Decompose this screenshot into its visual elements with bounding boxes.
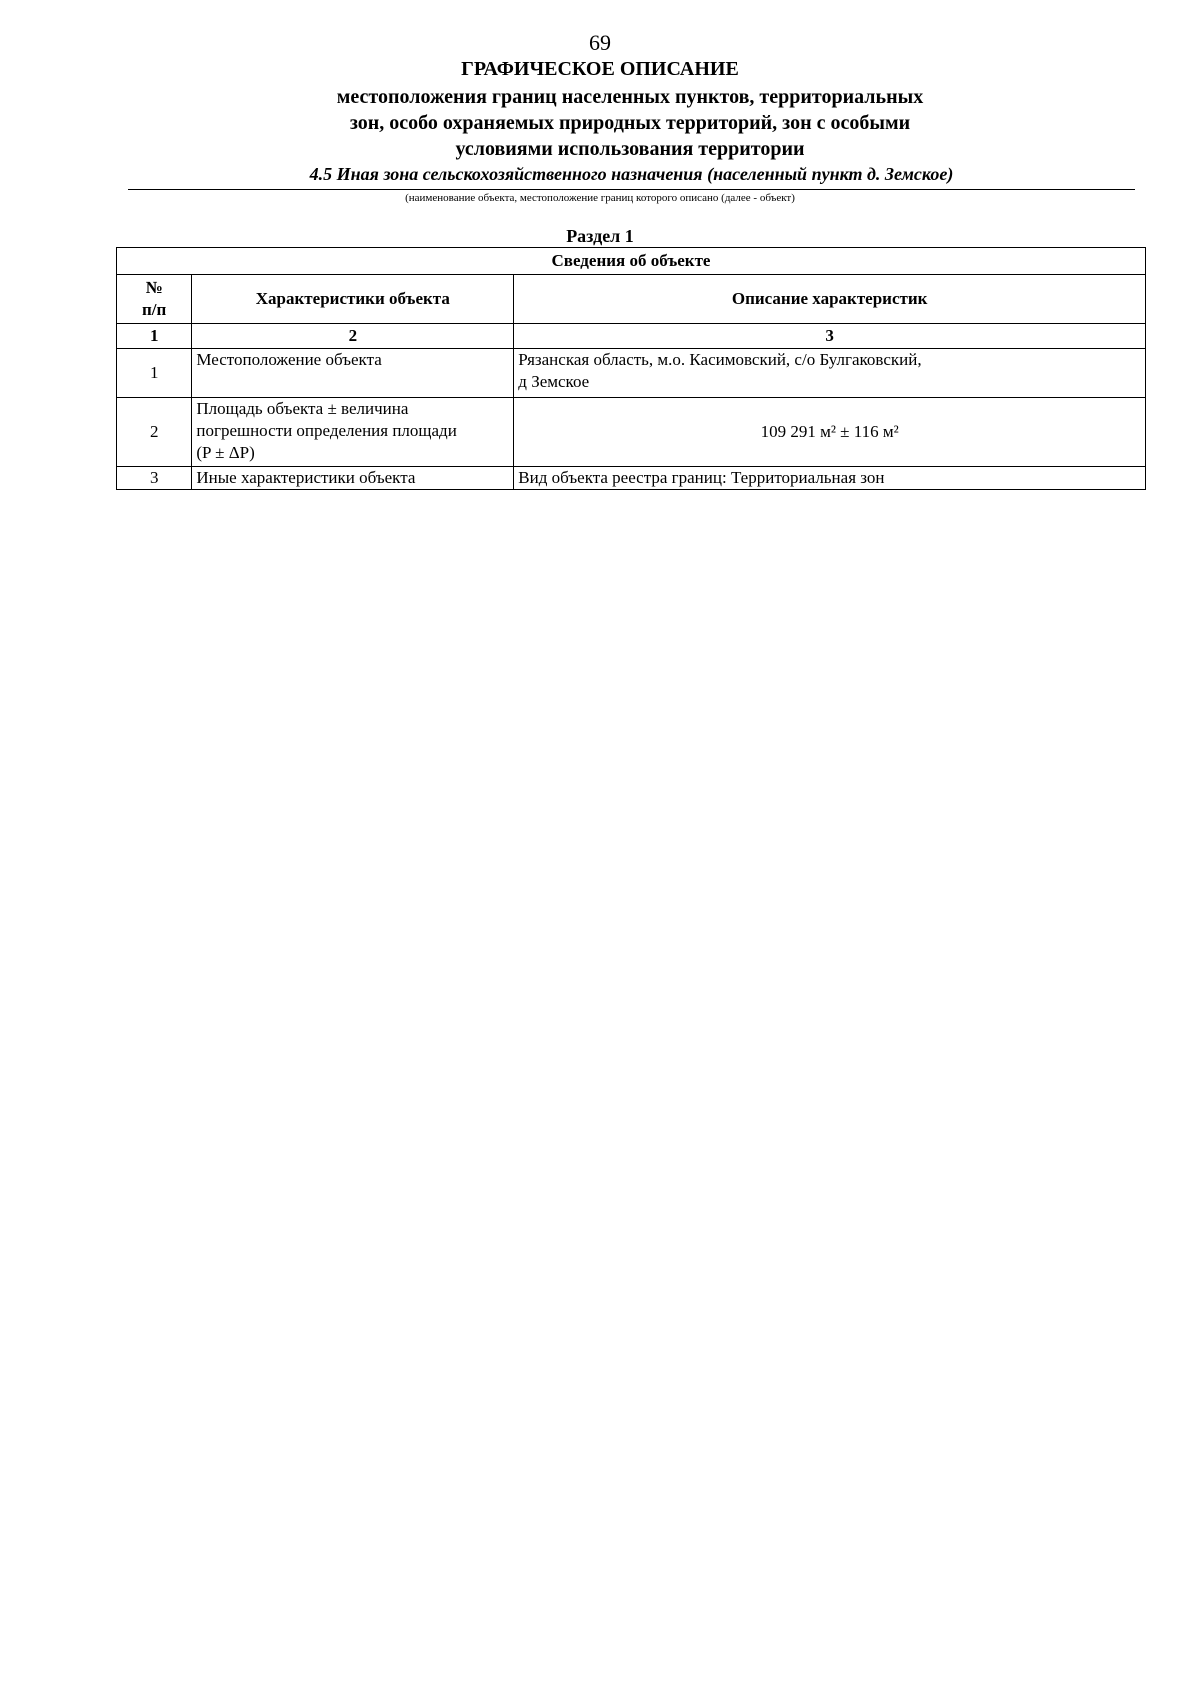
column-number: 2 (192, 324, 514, 349)
header-description: Описание характеристик (514, 275, 1146, 324)
description-line: д Земское (518, 372, 590, 391)
row-number: 2 (117, 398, 192, 467)
row-characteristic: Местоположение объекта (192, 349, 514, 398)
table-row (117, 467, 1146, 490)
object-info-table (116, 247, 1146, 490)
column-number: 1 (117, 324, 192, 349)
header-characteristic: Характеристики объекта (192, 275, 514, 324)
characteristic-line: Площадь объекта ± величина (196, 399, 409, 418)
description-line: Рязанская область, м.о. Касимовский, с/о Булгаковский, (518, 350, 922, 369)
object-name-caption: (наименование объекта, местоположение границ которого описано (далее - объект) (405, 192, 795, 204)
table-row (117, 398, 1146, 467)
subtitle-line: местоположения границ населенных пунктов, территориальных (336, 86, 924, 108)
row-description: Вид объекта реестра границ: Территориальная зон (514, 467, 1146, 490)
row-description (514, 349, 1146, 398)
row-characteristic: Иные характеристики объекта (192, 467, 514, 490)
table-header-row (117, 275, 1146, 324)
header-num-line2: п/п (142, 300, 167, 319)
object-name-underline (128, 189, 1135, 190)
table-title: Сведения об объекте (117, 248, 1146, 275)
document-subtitle (200, 84, 1060, 162)
row-number: 1 (117, 349, 192, 398)
header-num-line1: № (145, 278, 163, 297)
row-number: 3 (117, 467, 192, 490)
object-name: 4.5 Иная зона сельскохозяйственного назначения (населенный пункт д. Земское) (309, 164, 954, 184)
section-title: Раздел 1 (566, 226, 634, 246)
row-characteristic (192, 398, 514, 467)
page-number: 69 (589, 30, 611, 55)
header-num (117, 275, 192, 324)
subtitle-line: условиями использования территории (455, 138, 805, 160)
row-description: 109 291 м² ± 116 м² (514, 398, 1146, 467)
column-number: 3 (514, 324, 1146, 349)
characteristic-line: (P ± ΔP) (196, 443, 255, 462)
subtitle-line: зон, особо охраняемых природных территорий, зон с особыми (349, 112, 911, 134)
characteristic-line: погрешности определения площади (196, 421, 457, 440)
document-title: ГРАФИЧЕСКОЕ ОПИСАНИЕ (461, 58, 739, 80)
column-number-row (117, 324, 1146, 349)
table-row (117, 349, 1146, 398)
